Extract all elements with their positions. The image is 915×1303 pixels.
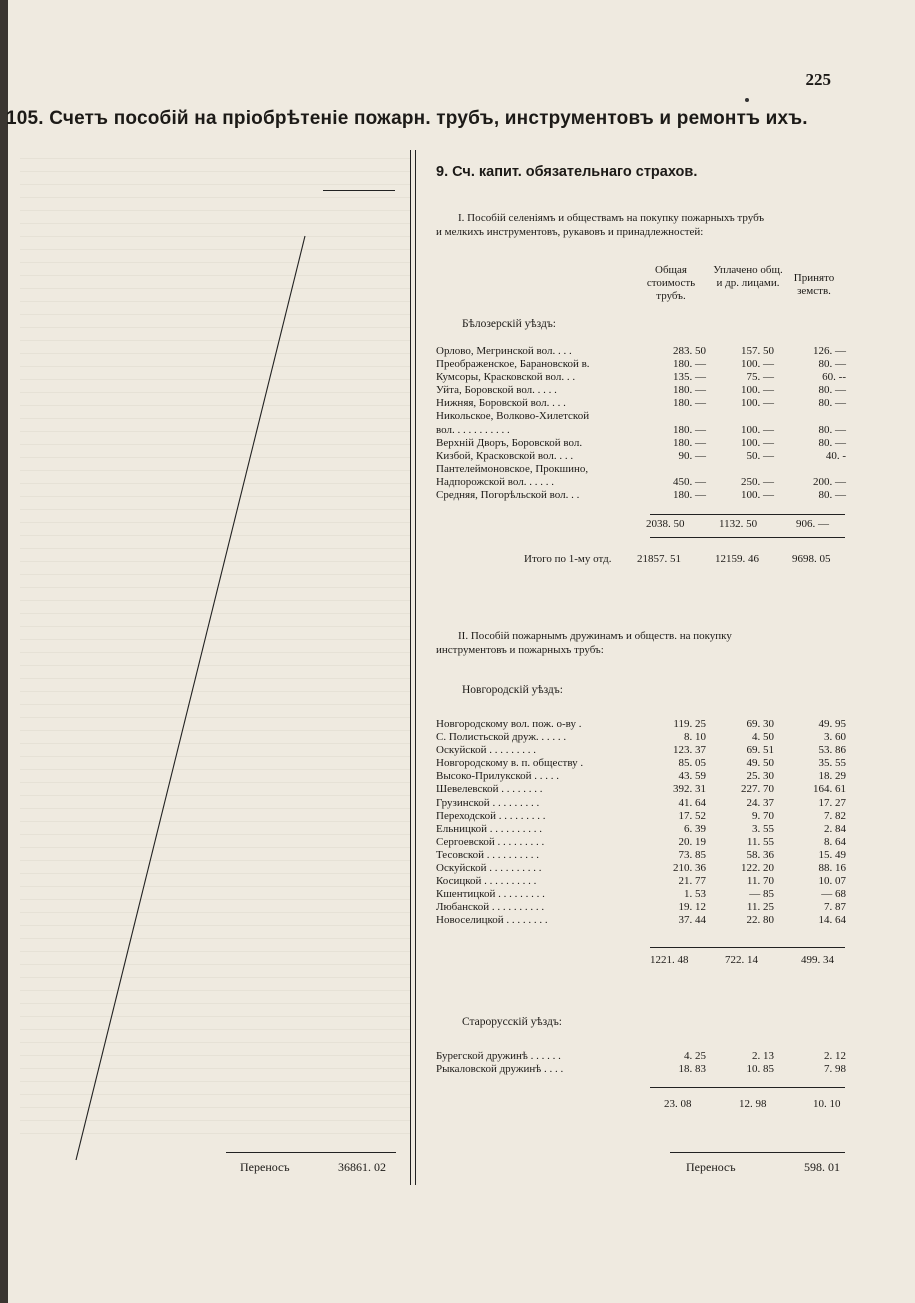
row-accepted: 200. —: [813, 475, 846, 488]
row-total: 180. —: [673, 436, 706, 449]
row-accepted: 15. 49: [818, 848, 846, 861]
table-row: [436, 770, 846, 783]
row-total: 17. 52: [678, 809, 706, 822]
row-paid: 50. —: [746, 449, 774, 462]
row-name: Кумсоры, Красковской вол. . .: [436, 371, 576, 384]
table-row: [436, 888, 846, 901]
row-paid: 49. 50: [746, 757, 774, 770]
part2-heading: II. Пособій пожарнымъ дружинамъ и обществ. на покупку инструментовъ и пожарныхъ трубъ:: [436, 630, 732, 656]
itogo-row: [436, 553, 856, 567]
table-row: [436, 744, 846, 757]
row-accepted: — 68: [821, 888, 846, 901]
row-total: 180. —: [673, 423, 706, 436]
subtotal2-rule: [650, 947, 845, 948]
subtotal1-row: [436, 518, 856, 532]
row-accepted: 49. 95: [818, 718, 846, 730]
row-total: 450. —: [673, 475, 706, 488]
table-row: [436, 450, 846, 463]
right-carry-label: Переносъ: [686, 1160, 736, 1174]
table-row: [436, 345, 846, 358]
row-name: Уйта, Боровской вол. . . . .: [436, 384, 557, 397]
row-total: 283. 50: [673, 345, 706, 357]
row-total: 180. —: [673, 384, 706, 397]
row-name: Новгородскому вол. пож. о-ву .: [436, 718, 582, 730]
right-carry-rule: [670, 1152, 845, 1153]
cancel-diagonal-line: [0, 150, 410, 1190]
row-accepted: 18. 29: [818, 770, 846, 783]
row-name: Оскуйской . . . . . . . . . .: [436, 862, 542, 875]
left-carry-label: Переносъ: [240, 1160, 290, 1174]
itogo-total: 21857. 51: [637, 553, 681, 565]
subtotal2-row: [436, 954, 856, 968]
row-total: 1. 53: [684, 888, 706, 901]
row-accepted: 2. 12: [824, 1050, 846, 1062]
page-number: 225: [805, 70, 831, 89]
row-accepted: 2. 84: [824, 822, 846, 835]
table-row: [436, 424, 846, 437]
row-paid: 4. 50: [752, 731, 774, 744]
row-paid: 100. —: [741, 423, 774, 436]
row-total: 180. —: [673, 358, 706, 371]
row-name: Надпорожской вол. . . . . .: [436, 475, 554, 488]
row-name: Пантелеймоновское, Прокшино,: [436, 462, 589, 475]
row-total: 90. —: [678, 449, 706, 462]
row-paid: 11. 70: [746, 875, 774, 888]
district-heading-starorussk: Старорусскій уѣздъ:: [462, 1016, 562, 1028]
subtotal1-accepted: 906. —: [796, 518, 829, 530]
table-row: [436, 862, 846, 875]
table-row: [436, 410, 846, 423]
row-accepted: [786, 410, 846, 423]
row-total: 21. 77: [678, 875, 706, 888]
left-panel-top-rule: [323, 190, 395, 191]
right-carry-row: [686, 1160, 840, 1175]
row-accepted: 3. 60: [824, 731, 846, 744]
row-accepted: 17. 27: [818, 796, 846, 809]
row-total: 4. 25: [684, 1050, 706, 1062]
column-header-accepted: Принято земств.: [793, 272, 835, 297]
row-accepted: 8. 64: [824, 835, 846, 848]
ledger-table-novgorod: [436, 718, 846, 928]
row-name: вол. . . . . . . . . . .: [436, 423, 510, 436]
row-paid: 100. —: [741, 397, 774, 410]
row-accepted: 35. 55: [818, 757, 846, 770]
left-carry-row: [240, 1160, 386, 1175]
row-total: 20. 19: [678, 835, 706, 848]
section-title: 9. Сч. капит. обязательнаго страхов.: [436, 164, 698, 180]
subtotal3-rule: [650, 1087, 845, 1088]
row-accepted: 80. —: [818, 384, 846, 397]
table-row: [436, 823, 846, 836]
left-carry-rule: [226, 1152, 396, 1153]
subtotal3-accepted: 10. 10: [813, 1098, 841, 1110]
subtotal3-total: 23. 08: [664, 1098, 692, 1110]
row-total: 392. 31: [673, 783, 706, 796]
part1-heading: I. Пособій селеніямъ и обществамъ на покупку пожарныхъ трубъ и мелкихъ инструментовъ, рукавовъ и принадлежностей:: [436, 212, 765, 238]
table-row: [436, 810, 846, 823]
row-paid: 69. 51: [746, 744, 774, 757]
row-total: 85. 05: [678, 757, 706, 770]
row-accepted: 80. —: [818, 397, 846, 410]
table-row: [436, 463, 846, 476]
row-name: С. Полистьской друж. . . . . .: [436, 731, 567, 744]
row-accepted: 14. 64: [818, 914, 846, 927]
row-accepted: 10. 07: [818, 875, 846, 888]
row-paid: 3. 55: [752, 822, 774, 835]
district-heading-belozersk: Бѣлозерскій уѣздъ:: [462, 318, 556, 330]
column-divider-outer: [410, 150, 411, 1185]
subtotal1-paid: 1132. 50: [719, 518, 758, 530]
row-total: [648, 463, 714, 476]
table-row: [436, 384, 846, 397]
row-paid: 25. 30: [746, 770, 774, 783]
subtotal3-row: [436, 1098, 856, 1112]
row-total: 6. 39: [684, 822, 706, 835]
row-paid: 2. 13: [752, 1050, 774, 1062]
row-total: 135. —: [673, 371, 706, 384]
row-total: 37. 44: [678, 914, 706, 927]
itogo-rule: [650, 537, 845, 538]
row-total: 19. 12: [678, 901, 706, 914]
row-total: [648, 410, 714, 423]
row-paid: 122. 20: [741, 862, 774, 875]
itogo-label: Итого по 1-му отд.: [524, 553, 612, 565]
right-carry-value: 598. 01: [804, 1160, 840, 1174]
row-total: 73. 85: [678, 848, 706, 861]
row-name: Средняя, Погорѣльской вол. . .: [436, 489, 580, 502]
row-paid: 11. 25: [746, 901, 774, 914]
row-name: Кшентицкой . . . . . . . . .: [436, 888, 545, 901]
row-total: 43. 59: [678, 770, 706, 783]
subtotal3-paid: 12. 98: [739, 1098, 767, 1110]
row-name: Никольское, Волково-Хилетской: [436, 410, 590, 423]
table-row: [436, 371, 846, 384]
table-row: [436, 875, 846, 888]
row-name: Новоселицкой . . . . . . . .: [436, 914, 548, 927]
row-total: 123. 37: [673, 744, 706, 757]
row-total: 180. —: [673, 397, 706, 410]
row-name: Рыкаловской дружинѣ . . . .: [436, 1063, 564, 1076]
row-name: Кизбой, Красковской вол. . . .: [436, 449, 574, 462]
table-row: [436, 1063, 846, 1076]
district-heading-novgorod: Новгородскій уѣздъ:: [462, 684, 563, 696]
row-paid: 22. 80: [746, 914, 774, 927]
itogo-accepted: 9698. 05: [792, 553, 831, 565]
row-name: Грузинской . . . . . . . . .: [436, 796, 540, 809]
row-accepted: 80. —: [818, 489, 846, 502]
row-name: Верхній Дворъ, Боровской вол.: [436, 436, 583, 449]
subtotal1-rule: [650, 514, 845, 515]
row-paid: 75. —: [746, 371, 774, 384]
row-name: Шевелевской . . . . . . . .: [436, 783, 543, 796]
row-accepted: 80. —: [818, 358, 846, 371]
row-accepted: 7. 98: [824, 1063, 846, 1076]
row-paid: 24. 37: [746, 796, 774, 809]
row-total: 18. 83: [678, 1063, 706, 1076]
print-speck: [745, 98, 749, 102]
row-paid: 157. 50: [741, 345, 774, 357]
table-row: [436, 397, 846, 410]
row-paid: 11. 55: [746, 835, 774, 848]
table-row: [436, 437, 846, 450]
table-row: [436, 731, 846, 744]
row-name: Оскуйской . . . . . . . . .: [436, 744, 536, 757]
row-name: Новгородскому в. п. обществу .: [436, 757, 584, 770]
row-accepted: 60. --: [822, 371, 846, 384]
row-name: Бурегской дружинѣ . . . . . .: [436, 1050, 561, 1062]
column-divider-inner: [415, 150, 416, 1185]
row-total: 119. 25: [673, 718, 706, 730]
row-paid: [714, 410, 786, 423]
row-paid: 100. —: [741, 489, 774, 502]
row-total: 41. 64: [678, 796, 706, 809]
row-name: Орлово, Мегринской вол. . . .: [436, 345, 572, 357]
row-paid: 100. —: [741, 436, 774, 449]
row-name: Тесовской . . . . . . . . . .: [436, 848, 540, 861]
row-paid: — 85: [749, 888, 774, 901]
row-name: Ельницкой . . . . . . . . . .: [436, 822, 543, 835]
row-total: 180. —: [673, 489, 706, 502]
column-header-total: Общая стоимость трубъ.: [646, 264, 696, 302]
row-accepted: 40. -: [825, 449, 846, 462]
row-name: Сергоевской . . . . . . . . .: [436, 835, 545, 848]
table-row: [436, 757, 846, 770]
row-total: 8. 10: [684, 731, 706, 744]
table-row: [436, 358, 846, 371]
row-paid: 69. 30: [746, 718, 774, 730]
table-row: [436, 476, 846, 489]
row-name: Переходской . . . . . . . . .: [436, 809, 546, 822]
ledger-table-belozersk: [436, 345, 846, 502]
itogo-paid: 12159. 46: [715, 553, 759, 565]
row-accepted: 53. 86: [818, 744, 846, 757]
table-row: [436, 914, 846, 927]
row-accepted: 7. 82: [824, 809, 846, 822]
table-row: [436, 849, 846, 862]
left-carry-value: 36861. 02: [338, 1160, 386, 1174]
table-row: [436, 836, 846, 849]
column-header-paid: Уплачено общ. и др. лицами.: [713, 264, 783, 289]
row-paid: 9. 70: [752, 809, 774, 822]
table-row: [436, 797, 846, 810]
table-row: [436, 489, 846, 502]
ledger-table-starorussk: [436, 1050, 846, 1076]
row-paid: 227. 70: [741, 783, 774, 796]
row-accepted: 7. 87: [824, 901, 846, 914]
subtotal2-total: 1221. 48: [650, 954, 689, 966]
row-paid: 250. —: [741, 475, 774, 488]
row-paid: 100. —: [741, 384, 774, 397]
row-accepted: 164. 61: [813, 783, 846, 796]
row-total: 210. 36: [673, 862, 706, 875]
row-accepted: [786, 463, 846, 476]
page-title: 105. Счетъ пособій на пріобрѣтеніе пожарн. трубъ, инструментовъ и ремонтъ ихъ.: [6, 108, 808, 129]
row-name: Косицкой . . . . . . . . . .: [436, 875, 537, 888]
table-row: [436, 783, 846, 796]
left-cancelled-panel: [0, 150, 410, 1190]
row-name: Нижняя, Боровской вол. . . .: [436, 397, 566, 410]
row-accepted: 126. —: [813, 345, 846, 357]
row-accepted: 80. —: [818, 423, 846, 436]
row-paid: 10. 85: [746, 1063, 774, 1076]
table-row: [436, 901, 846, 914]
subtotal2-paid: 722. 14: [725, 954, 758, 966]
row-accepted: 88. 16: [818, 862, 846, 875]
subtotal1-total: 2038. 50: [646, 518, 685, 530]
row-name: Любанской . . . . . . . . . .: [436, 901, 545, 914]
table-row: [436, 1050, 846, 1063]
row-accepted: 80. —: [818, 436, 846, 449]
subtotal2-accepted: 499. 34: [801, 954, 834, 966]
row-paid: 100. —: [741, 358, 774, 371]
row-name: Преображенское, Барановской в.: [436, 358, 590, 371]
row-paid: 58. 36: [746, 848, 774, 861]
row-paid: [714, 463, 786, 476]
table-row: [436, 718, 846, 731]
row-name: Высоко-Прилукской . . . . .: [436, 770, 560, 783]
